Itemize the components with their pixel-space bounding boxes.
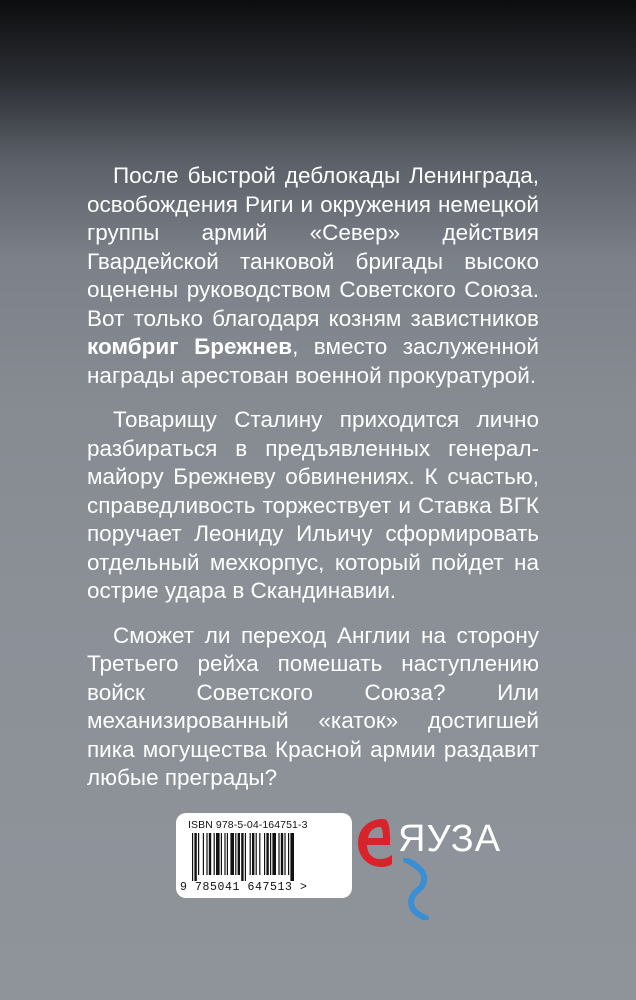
barcode-bar — [256, 833, 257, 875]
barcode-bar — [238, 833, 240, 875]
barcode-bar — [278, 833, 279, 875]
barcode-digits: 9 785041 647513 > — [180, 881, 308, 894]
barcode-bar — [230, 833, 234, 875]
barcode-bar — [198, 833, 199, 875]
wave-swirl-icon — [396, 858, 436, 920]
blurb-paragraph-1-start: После быстрой деблокады Ленинграда, освобождения Риги и окружения немецкой группы армий «Север» действия Гвардейской танковой бригады высоко оценены руководством Советского Союза. Вот только благодаря козням завистников — [87, 163, 539, 331]
blurb-text — [87, 162, 539, 809]
barcode-bar — [241, 833, 243, 881]
barcode-bar — [259, 833, 260, 875]
blurb-highlight: комбриг Брежнев — [87, 334, 293, 359]
barcode-bar — [281, 833, 283, 875]
barcode-bar — [284, 833, 285, 875]
barcode-bar — [216, 833, 220, 875]
barcode-bar — [203, 833, 204, 875]
blurb-paragraph-1-end: , вместо заслуженной награды арестован военной прокуратурой. — [87, 334, 539, 388]
blurb-paragraph-1 — [87, 162, 539, 390]
barcode-bar — [194, 833, 196, 881]
publisher-logo-text: ЯУЗА — [398, 818, 502, 860]
barcode-bar — [214, 833, 215, 875]
barcode-bar — [250, 833, 251, 875]
barcode-bar — [245, 833, 246, 881]
barcode-bar — [227, 833, 228, 875]
barcode-panel — [176, 813, 352, 898]
blurb-paragraph-2: Товарищу Сталину приходится лично разбираться в предъявленных генерал-майору Брежневу обвинениях. К счастью, справедливость торжествует и Ставка ВГК поручает Леониду Ильичу сформировать отдельный мехкорпус, который пойдет на острие удара в Скандинавии. — [87, 407, 539, 603]
barcode-bar — [288, 833, 289, 875]
barcode-bar — [272, 833, 276, 875]
eksmo-logo-icon — [352, 813, 394, 871]
barcode-bar — [252, 833, 254, 875]
barcode-bar — [235, 833, 236, 875]
barcode-bar — [270, 833, 271, 875]
barcode-bar — [224, 833, 225, 875]
barcode-bar — [192, 833, 193, 881]
barcode-bar — [290, 833, 294, 881]
barcode-bar — [209, 833, 211, 875]
barcode-bars — [190, 833, 338, 881]
barcode-bar — [206, 833, 207, 875]
barcode-bar — [266, 833, 268, 875]
isbn-label: ISBN 978-5-04-164751-3 — [188, 819, 308, 831]
barcode-bar — [221, 833, 222, 875]
blurb-paragraph-3: Сможет ли переход Англии на сторону Третьего рейха помешать наступлению войск Советского Союза? Или механизированный «каток» достигшей пика могущества Красной армии раздавит любые преграды? — [87, 622, 539, 790]
barcode-bar — [264, 833, 265, 875]
